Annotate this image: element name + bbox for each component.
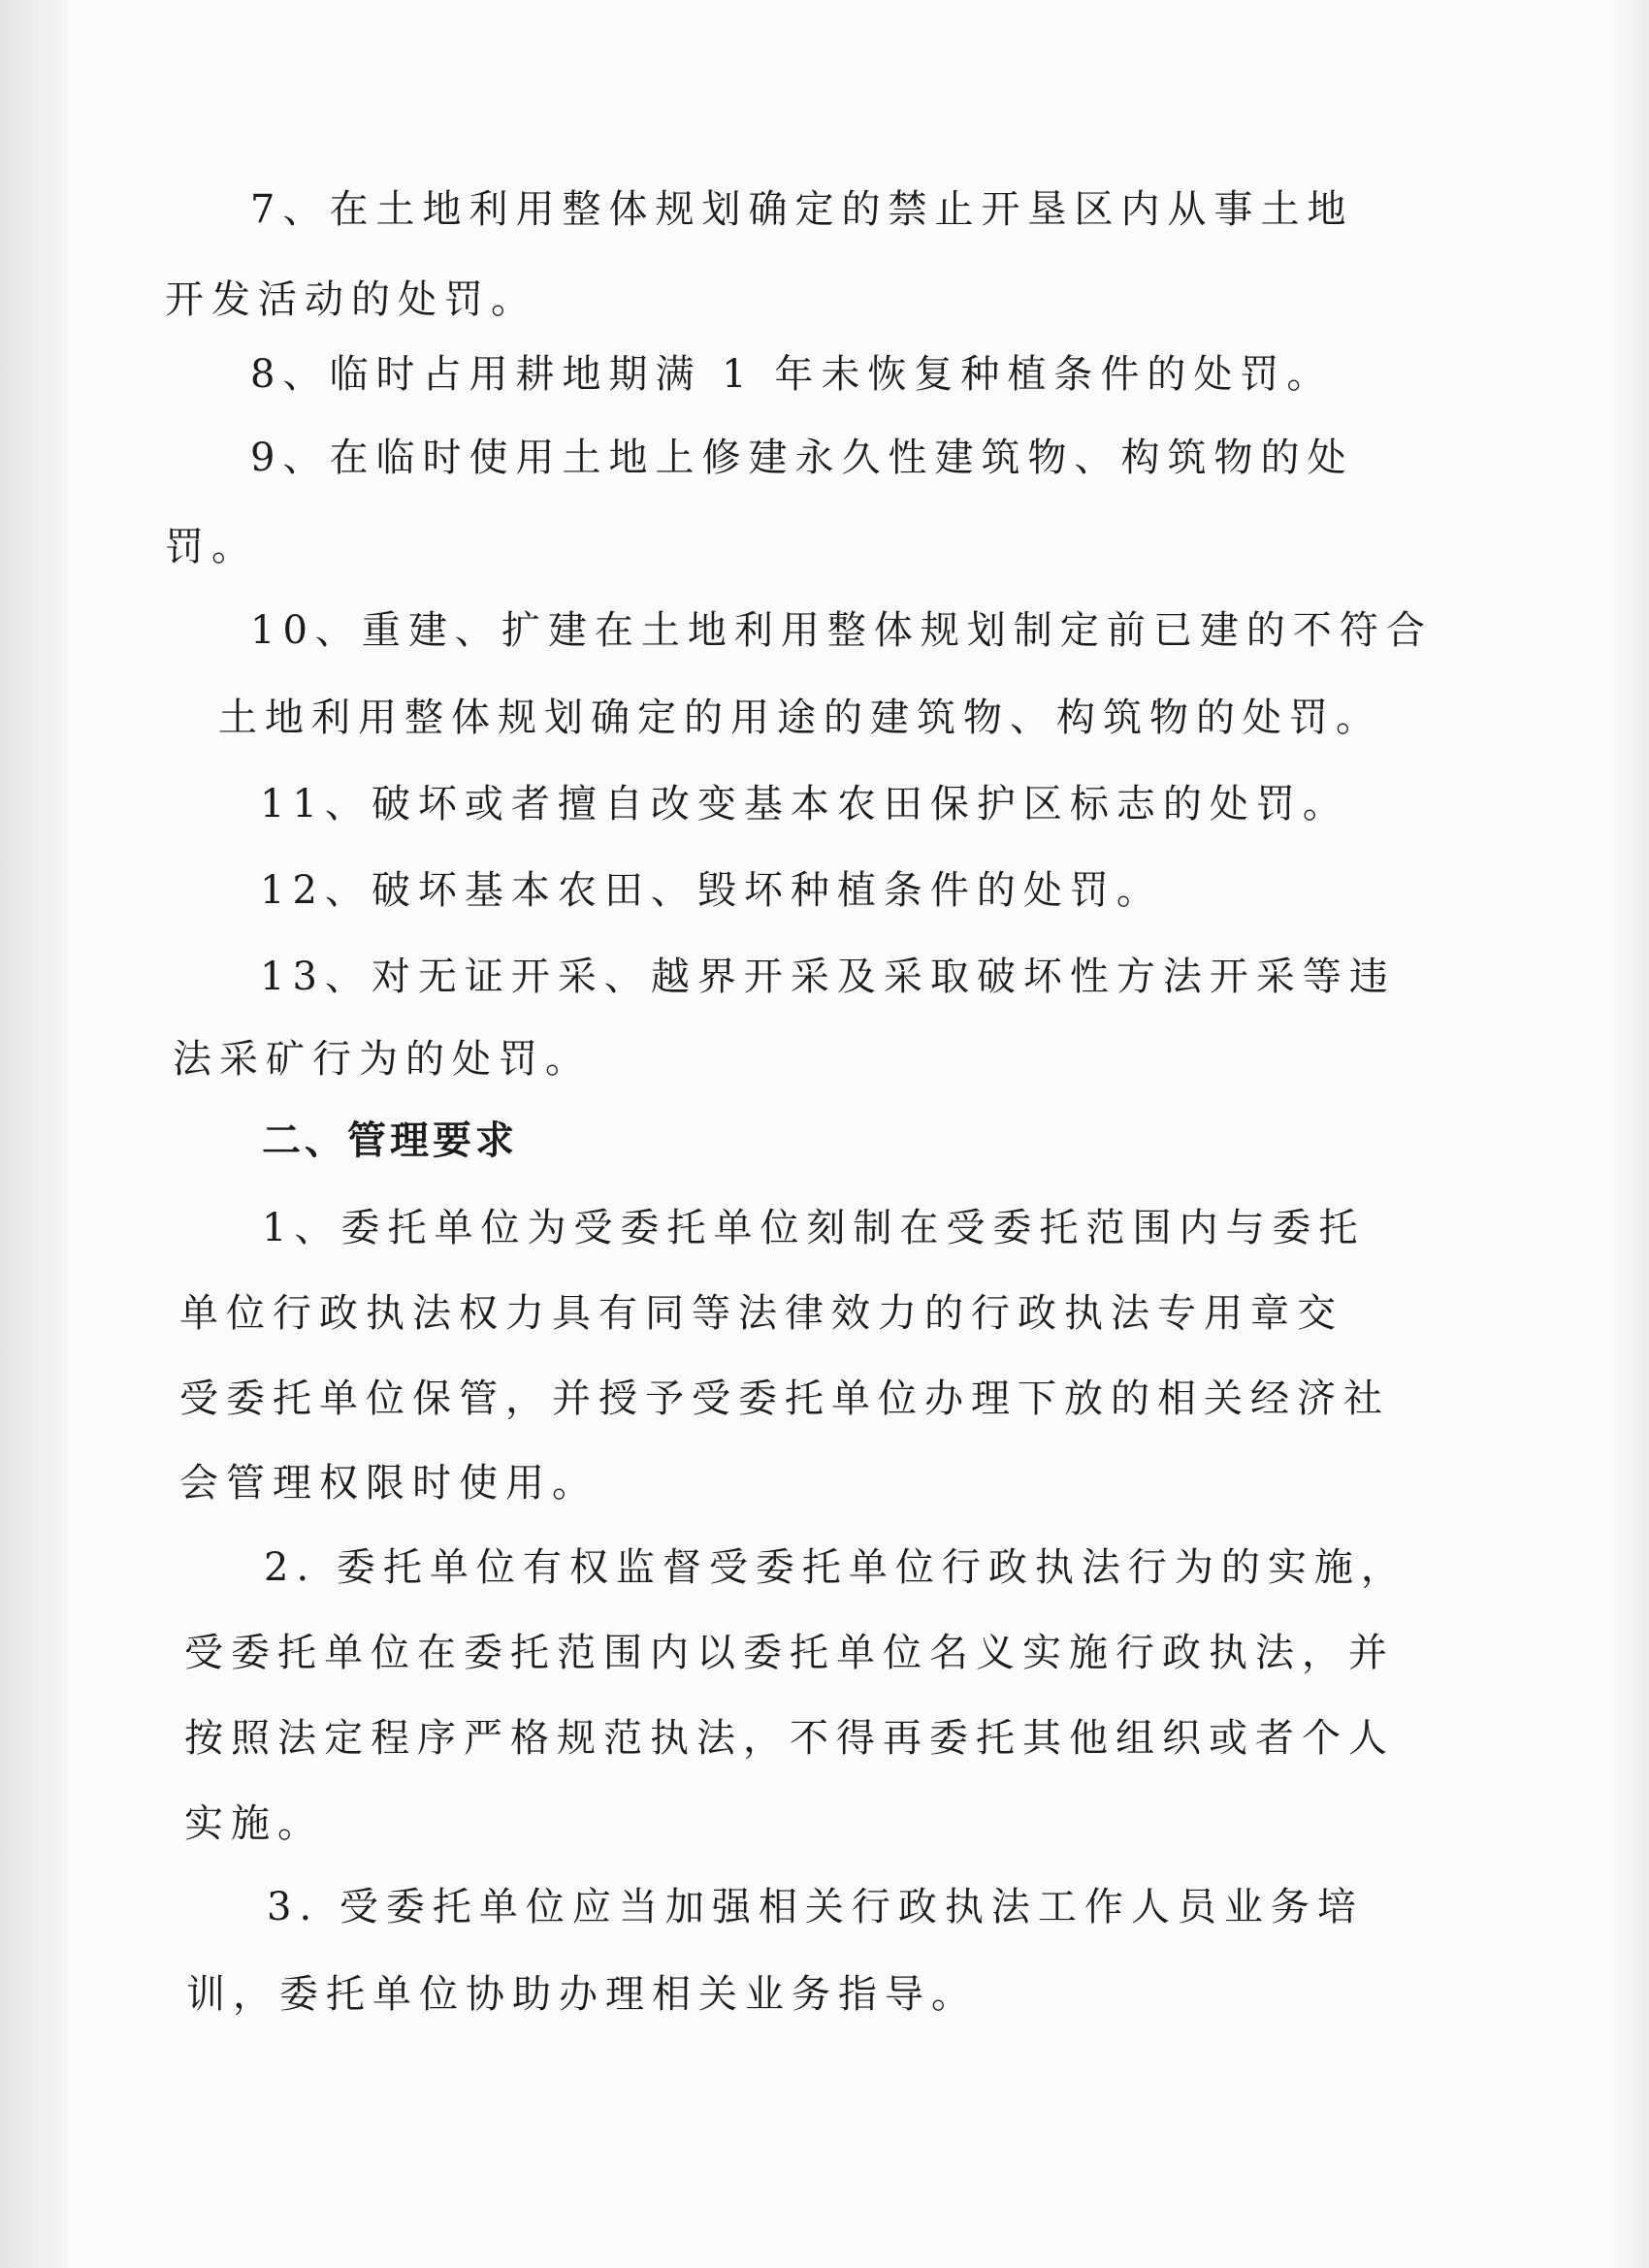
item-7-line-1: 7、在土地利用整体规划确定的禁止开垦区内从事土地: [250, 187, 1354, 232]
section-heading-management: 二、管理要求: [262, 1118, 518, 1163]
req-1-line-2: 单位行政执法权力具有同等法律效力的行政执法专用章交: [179, 1291, 1343, 1336]
item-11: 11、破坏或者擅自改变基本农田保护区标志的处罚。: [260, 782, 1349, 826]
req-2-line-4: 实施。: [184, 1801, 324, 1846]
req-1-line-3: 受委托单位保管，并授予受委托单位办理下放的相关经济社: [179, 1377, 1390, 1421]
item-13-line-1: 13、对无证开采、越界开采及采取破坏性方法开采等违: [260, 955, 1396, 999]
scan-shadow-right: [1610, 0, 1649, 2268]
req-1-line-4: 会管理权限时使用。: [179, 1461, 598, 1506]
req-2-line-1: 2. 委托单位有权监督受委托单位行政执法行为的实施，: [264, 1545, 1407, 1590]
item-9-line-1: 9、在临时使用土地上修建永久性建筑物、构筑物的处: [250, 436, 1354, 480]
scan-shadow-left: [0, 0, 68, 2268]
item-10-line-1: 10、重建、扩建在土地利用整体规划制定前已建的不符合: [250, 608, 1433, 653]
item-13-line-2: 法采矿行为的处罚。: [173, 1037, 592, 1082]
req-1-line-1: 1、委托单位为受委托单位刻制在受委托范围内与委托: [262, 1206, 1366, 1250]
item-10-line-2: 土地利用整体规划确定的用途的建筑物、构筑物的处罚。: [218, 696, 1382, 740]
req-2-line-3: 按照法定程序严格规范执法，不得再委托其他组织或者个人: [184, 1716, 1395, 1761]
req-2-line-2: 受委托单位在委托范围内以委托单位名义实施行政执法，并: [184, 1631, 1395, 1675]
req-3-line-2: 训，委托单位协助办理相关业务指导。: [186, 1972, 978, 2017]
item-9-line-2: 罚。: [165, 525, 258, 569]
req-3-line-1: 3. 受委托单位应当加强相关行政执法工作人员业务培: [267, 1885, 1364, 1929]
item-12: 12、破坏基本农田、毁坏种植条件的处罚。: [260, 868, 1163, 913]
item-8: 8、临时占用耕地期满 1 年未恢复种植条件的处罚。: [250, 352, 1334, 397]
item-7-line-2: 开发活动的处罚。: [165, 277, 537, 322]
